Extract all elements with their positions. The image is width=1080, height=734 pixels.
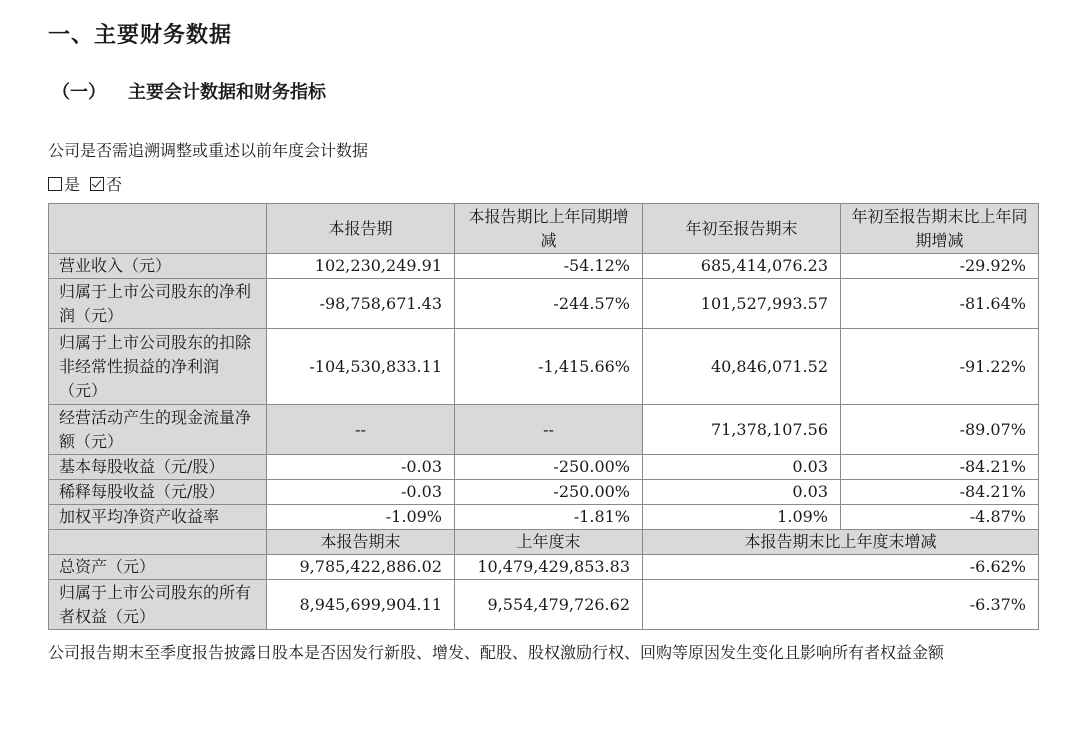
table-header-cell: 本报告期 (267, 204, 455, 254)
table-row (49, 555, 1039, 580)
table-header-cell: 年初至报告期末比上年同期增减 (841, 204, 1039, 254)
restatement-question: 公司是否需追溯调整或重述以前年度会计数据 (48, 141, 369, 160)
table-cell: -84.21% (841, 480, 1039, 505)
restatement-choice (48, 172, 122, 195)
table-cell: -1.81% (455, 505, 643, 530)
table-cell: 0.03 (643, 480, 841, 505)
table-header-cell: 本报告期末 (267, 530, 455, 555)
row-label: 归属于上市公司股东的净利润（元） (49, 279, 267, 329)
table-cell: -250.00% (455, 480, 643, 505)
table-cell: 10,479,429,853.83 (455, 555, 643, 580)
choice-no-label: 否 (106, 175, 123, 194)
table-row (49, 329, 1039, 405)
table-cell: -6.37% (643, 580, 1039, 630)
table-cell: 0.03 (643, 455, 841, 480)
table-row (49, 254, 1039, 279)
table-cell: 1.09% (643, 505, 841, 530)
row-label: 经营活动产生的现金流量净额（元） (49, 405, 267, 455)
table-cell: -- (267, 405, 455, 455)
table-cell: -- (455, 405, 643, 455)
table-row (49, 505, 1039, 530)
table-cell: 102,230,249.91 (267, 254, 455, 279)
table-cell: -84.21% (841, 455, 1039, 480)
row-label: 营业收入（元） (49, 254, 267, 279)
table-cell: -89.07% (841, 405, 1039, 455)
table-header-cell: 本报告期末比上年度末增减 (643, 530, 1039, 555)
table-row (49, 455, 1039, 480)
choice-yes-label: 是 (64, 175, 81, 194)
row-label: 基本每股收益（元/股） (49, 455, 267, 480)
share-capital-question: 公司报告期末至季度报告披露日股本是否因发行新股、增发、配股、股权激励行权、回购等原因发生变化且影响所有者权益金额 (48, 643, 945, 662)
table-cell: -1.09% (267, 505, 455, 530)
header-blank (49, 204, 267, 254)
row-label: 稀释每股收益（元/股） (49, 480, 267, 505)
table-cell: -1,415.66% (455, 329, 643, 405)
table-row (49, 279, 1039, 329)
checkbox-checked-icon (90, 177, 104, 191)
table-cell: -54.12% (455, 254, 643, 279)
row-label: 总资产（元） (49, 555, 267, 580)
table-cell: -0.03 (267, 455, 455, 480)
table-cell: 101,527,993.57 (643, 279, 841, 329)
subsection-number: （一） (52, 82, 106, 103)
table-cell: -29.92% (841, 254, 1039, 279)
table-cell: -4.87% (841, 505, 1039, 530)
table-header-row (49, 204, 1039, 254)
financial-data-table (48, 203, 1039, 630)
table-cell: 8,945,699,904.11 (267, 580, 455, 630)
table-cell: -104,530,833.11 (267, 329, 455, 405)
row-label: 归属于上市公司股东的所有者权益（元） (49, 580, 267, 630)
table-cell: 9,554,479,726.62 (455, 580, 643, 630)
table-row (49, 580, 1039, 630)
subsection-title: 主要会计数据和财务指标 (128, 82, 326, 103)
table-header-cell: 年初至报告期末 (643, 204, 841, 254)
table-cell: -250.00% (455, 455, 643, 480)
table-cell: -81.64% (841, 279, 1039, 329)
row-label: 加权平均净资产收益率 (49, 505, 267, 530)
table-row (49, 480, 1039, 505)
table-cell: 71,378,107.56 (643, 405, 841, 455)
table-row (49, 405, 1039, 455)
table-header-cell: 上年度末 (455, 530, 643, 555)
header-blank (49, 530, 267, 555)
table-header-row (49, 530, 1039, 555)
table-cell: -6.62% (643, 555, 1039, 580)
table-cell: 40,846,071.52 (643, 329, 841, 405)
row-label: 归属于上市公司股东的扣除非经常性损益的净利润（元） (49, 329, 267, 405)
checkbox-yes-icon (48, 177, 62, 191)
table-cell: -91.22% (841, 329, 1039, 405)
table-cell: 9,785,422,886.02 (267, 555, 455, 580)
table-cell: -0.03 (267, 480, 455, 505)
table-cell: -244.57% (455, 279, 643, 329)
table-header-cell: 本报告期比上年同期增减 (455, 204, 643, 254)
section-heading: 一、主要财务数据 (48, 23, 233, 48)
table-cell: -98,758,671.43 (267, 279, 455, 329)
table-cell: 685,414,076.23 (643, 254, 841, 279)
subsection-heading (52, 78, 326, 104)
